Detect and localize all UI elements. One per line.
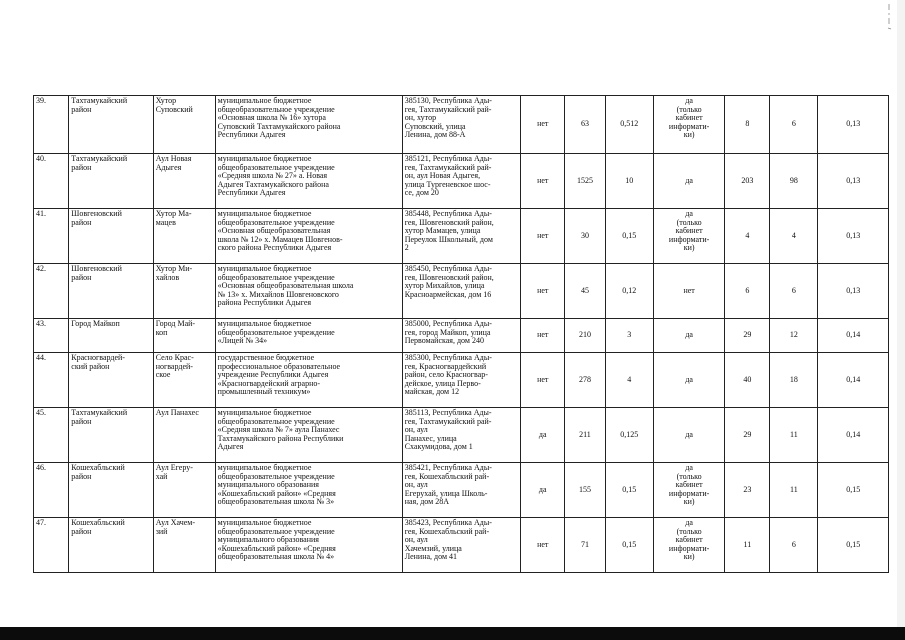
institution-cell: муниципальное бюджетное общеобразовательное учреждение «Основная школа № 16» хутора Суповский Тахтамукайского района Республики Адыгея [215,96,402,154]
col9-cell: да (только кабинет информати- ки) [653,96,725,154]
col11-cell: 11 [770,408,818,463]
col11-cell: 6 [770,96,818,154]
col9-cell: да (только кабинет информати- ки) [653,518,725,573]
row-number: 44. [34,353,69,408]
col6-cell: нет [521,96,565,154]
col7-cell: 30 [565,209,606,264]
col8-cell: 0,15 [605,518,653,573]
scan-bottom-edge [0,627,905,640]
edge-marks [884,2,894,32]
col9-cell: да [653,319,725,353]
col11-cell: 11 [770,463,818,518]
col12-cell: 0,15 [818,518,889,573]
settlement-cell: Аул Хачем- зий [153,518,215,573]
col12-cell: 0,13 [818,264,889,319]
col9-cell: да (только кабинет информати- ки) [653,209,725,264]
col10-cell: 23 [725,463,770,518]
col8-cell: 4 [605,353,653,408]
row-number: 42. [34,264,69,319]
col6-cell: нет [521,264,565,319]
district-cell: Кошехабльский район [69,463,153,518]
address-cell: 385000, Республика Ады- гея, город Майкоп, улица Первомайская, дом 240 [402,319,521,353]
table-row [34,154,889,209]
row-number: 39. [34,96,69,154]
district-cell: Город Майкоп [69,319,153,353]
col10-cell: 6 [725,264,770,319]
institution-cell: государственное бюджетное профессиональное образовательное учреждение Республики Адыгея «Красногвардейский аграрно- промышленный техникум» [215,353,402,408]
table-body [34,96,889,573]
row-number: 45. [34,408,69,463]
col6-cell: да [521,463,565,518]
settlement-cell: Хутор Суповский [153,96,215,154]
col11-cell: 6 [770,518,818,573]
col12-cell: 0,13 [818,154,889,209]
col10-cell: 8 [725,96,770,154]
col11-cell: 18 [770,353,818,408]
col7-cell: 1525 [565,154,606,209]
address-cell: 385448, Республика Ады- гея, Шовгеновский район, хутор Мамацев, улица Переулок Школьный, дом 2 [402,209,521,264]
institution-cell: муниципальное бюджетное общеобразовательное учреждение «Средняя школа № 7» аула Панахес Тахтамукайского района Республики Адыгея [215,408,402,463]
institution-cell: муниципальное бюджетное общеобразовательное учреждение муниципального образования «Кошехабльский район» «Средняя общеобразовательная школа № 3» [215,463,402,518]
table-row [34,463,889,518]
col8-cell: 0,15 [605,209,653,264]
col6-cell: нет [521,353,565,408]
col10-cell: 203 [725,154,770,209]
col6-cell: нет [521,154,565,209]
col7-cell: 45 [565,264,606,319]
address-cell: 385300, Республика Ады- гея, Красногвардейский район, село Красногвар- дейское, улица Перво- майская, дом 12 [402,353,521,408]
col12-cell: 0,14 [818,319,889,353]
table-row [34,408,889,463]
settlement-cell: Аул Панахес [153,408,215,463]
district-cell: Красногвардей- ский район [69,353,153,408]
col6-cell: нет [521,518,565,573]
col8-cell: 10 [605,154,653,209]
address-cell: 385113, Республика Ады- гея, Тахтамукайский рай- он, аул Панахес, улица Схакумидова, дом 1 [402,408,521,463]
col8-cell: 0,15 [605,463,653,518]
institution-cell: муниципальное бюджетное общеобразовательное учреждение «Лицей № 34» [215,319,402,353]
col10-cell: 40 [725,353,770,408]
district-cell: Кошехабльский район [69,518,153,573]
col12-cell: 0,13 [818,96,889,154]
table-row [34,264,889,319]
col7-cell: 210 [565,319,606,353]
table-row [34,319,889,353]
table-row [34,353,889,408]
col8-cell: 0,512 [605,96,653,154]
district-cell: Тахтамукайский район [69,154,153,209]
table-row [34,96,889,154]
address-cell: 385421, Республика Ады- гея, Кошехабльский рай- он, аул Егерухай, улица Школь- ная, дом 28А [402,463,521,518]
col6-cell: да [521,408,565,463]
col10-cell: 4 [725,209,770,264]
address-cell: 385130, Республика Ады- гея, Тахтамукайский рай- он, хутор Суповский, улица Ленина, дом 88-А [402,96,521,154]
col12-cell: 0,13 [818,209,889,264]
col10-cell: 11 [725,518,770,573]
row-number: 40. [34,154,69,209]
district-cell: Шовгеновский район [69,209,153,264]
col11-cell: 12 [770,319,818,353]
address-cell: 385121, Республика Ады- гея, Тахтамукайский рай- он, аул Новая Адыгея, улица Тургеневское шос- се, дом 20 [402,154,521,209]
col9-cell: да (только кабинет информати- ки) [653,463,725,518]
col7-cell: 278 [565,353,606,408]
row-number: 46. [34,463,69,518]
col12-cell: 0,14 [818,408,889,463]
col12-cell: 0,15 [818,463,889,518]
col6-cell: нет [521,319,565,353]
col12-cell: 0,14 [818,353,889,408]
settlement-cell: Город Май- коп [153,319,215,353]
district-cell: Тахтамукайский район [69,96,153,154]
col8-cell: 3 [605,319,653,353]
row-number: 41. [34,209,69,264]
address-cell: 385450, Республика Ады- гея, Шовгеновский район, хутор Михайлов, улица Красноармейская, дом 16 [402,264,521,319]
col10-cell: 29 [725,319,770,353]
col7-cell: 71 [565,518,606,573]
col8-cell: 0,12 [605,264,653,319]
col7-cell: 155 [565,463,606,518]
district-cell: Шовгеновский район [69,264,153,319]
row-number: 43. [34,319,69,353]
col7-cell: 63 [565,96,606,154]
col9-cell: нет [653,264,725,319]
col11-cell: 6 [770,264,818,319]
institution-cell: муниципальное бюджетное общеобразовательное учреждение «Средняя школа № 27» а. Новая Адыгея Тахтамукайского района Республики Адыгея [215,154,402,209]
table-row [34,209,889,264]
address-cell: 385423, Республика Ады- гея, Кошехабльский рай- он, аул Хачемзий, улица Ленина, дом 41 [402,518,521,573]
settlement-cell: Хутор Ма- мацев [153,209,215,264]
col8-cell: 0,125 [605,408,653,463]
settlement-cell: Аул Егеру- хай [153,463,215,518]
district-cell: Тахтамукайский район [69,408,153,463]
col11-cell: 4 [770,209,818,264]
col9-cell: да [653,408,725,463]
col10-cell: 29 [725,408,770,463]
settlement-cell: Село Крас- ногвардей- ское [153,353,215,408]
col9-cell: да [653,154,725,209]
scan-right-edge [897,0,905,640]
col7-cell: 211 [565,408,606,463]
col9-cell: да [653,353,725,408]
col11-cell: 98 [770,154,818,209]
schools-table [33,95,889,573]
row-number: 47. [34,518,69,573]
col6-cell: нет [521,209,565,264]
settlement-cell: Хутор Ми- хайлов [153,264,215,319]
institution-cell: муниципальное бюджетное общеобразовательное учреждение «Основная общеобразовательная школа № 13» х. Михайлов Шовгеновского района Республики Адыгея [215,264,402,319]
institution-cell: муниципальное бюджетное общеобразовательное учреждение «Основная общеобразовательная школа № 12» х. Мамацев Шовгенов- ского района Республики Адыгея [215,209,402,264]
settlement-cell: Аул Новая Адыгея [153,154,215,209]
table-row [34,518,889,573]
institution-cell: муниципальное бюджетное общеобразовательное учреждение муниципального образования «Кошехабльский район» «Средняя общеобразовательная школа № 4» [215,518,402,573]
